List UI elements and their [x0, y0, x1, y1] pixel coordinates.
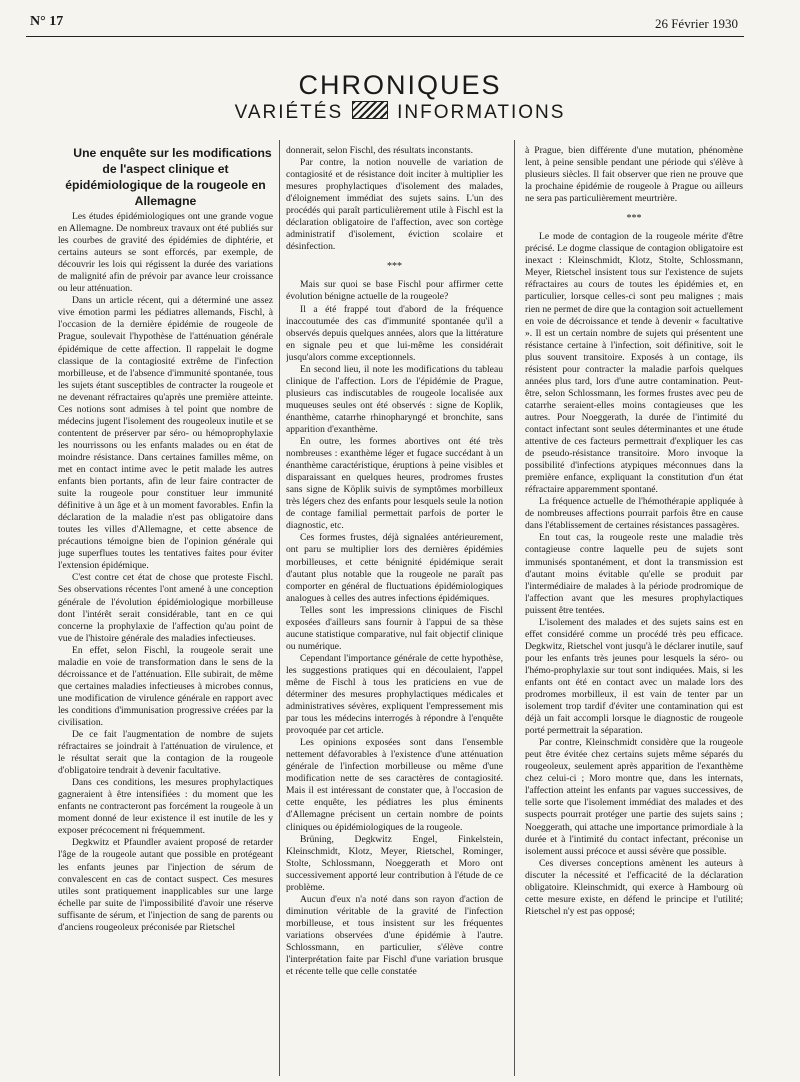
paragraph: C'est contre cet état de chose que proteste Fischl. Ses observations récentes l'ont amené à une conception générale de l'évolution épidémiologique morbilleuse dont l'intérêt serait considérable, tant en ce qui concerne la prophylaxie de l'affection qu'au point de vue de l'histoire générale des maladies infectieuses.	[58, 572, 273, 644]
paragraph: L'isolement des malades et des sujets sains est en effet considéré comme un procédé très peu efficace. Degkwitz, Rietschel vont jusqu'à le déclarer inutile, sauf pour les enfants très jeunes pour lesquels la séro- ou l'hémo-prophylaxie sur tout sont indiquées. Mais, si les enfants ont été en contact avec un malade lors des prodromes morbilleux, il est vain de tenter par un isolement trop tardif d'éviter une contamination qui est déjà un fait accompli lorsque le diagnostic de rougeole porté permettrait la séparation.	[525, 616, 743, 737]
column-2	[286, 145, 503, 1074]
paragraph: Ces diverses conceptions amènent les auteurs à discuter la nécessité et l'efficacité de la déclaration obligatoire. Kleinschmidt, qui exerce à Hambourg où cette mesure existe, en défend le principe et l'utilité; Rietschel n'y est pas opposé;	[525, 857, 743, 917]
paragraph: Il a été frappé tout d'abord de la fréquence inaccoutumée des cas d'immunité spontanée qu'il a observés depuis quelques années, alors que la littérature en signale peu et que lui-même les considérait jusqu'alors comme exceptionnels.	[286, 303, 503, 363]
paragraph: Mais sur quoi se base Fischl pour affirmer cette évolution bénigne actuelle de la rougeole?	[286, 279, 503, 303]
article-title: Une enquête sur les modifications de l'aspect clinique et épidémiologique de la rougeole en Allemagne	[65, 146, 272, 208]
paragraph: En effet, selon Fischl, la rougeole serait une maladie en voie de transformation dans le sens de la décroissance et de l'atténuation. Elle subirait, de même que certaines maladies infectieuses à microbes connus, une modification de virulence générale en rapport avec les conditions d'immunisation progressive créées par la civilisation.	[58, 644, 273, 728]
masthead-subtitle	[0, 101, 800, 124]
issue-date: 26 Février 1930	[654, 16, 738, 31]
column-3	[525, 145, 743, 1074]
paragraph: La fréquence actuelle de l'hémothérapie appliquée à de nombreuses affections pourrait parfois être en cause dans l'établissement de certaines résistances passagères.	[525, 496, 743, 532]
section-separator: ***	[387, 261, 402, 273]
column-1	[58, 145, 273, 1074]
paragraph: Brüning, Degkwitz Engel, Finkelstein, Kleinschmidt, Klotz, Meyer, Rietschel, Rominger, Stolte, Schlossmann, Noeggerath et Moro ont successivement apporté leur contribution à l'étude de ce problème.	[286, 833, 503, 893]
section-separator: ***	[626, 213, 642, 225]
paragraph: Ces formes frustes, déjà signalées antérieurement, ont paru se multiplier lors des dernières épidémies morbilleuses, et cette bénignité épidémique serait d'autant plus notable que la rougeole ne paraît pas comporter en général de fluctuations épidémiologiques analogues à celles des autres infections épidémiques.	[286, 532, 503, 604]
paragraph: Dans un article récent, qui a déterminé une assez vive émotion parmi les pédiatres allemands, Fischl, à l'occasion de la dernière épidémie de rougeole de Prague, soulevait l'hypothèse de l'atténuation générale épidémique de cette affection. Il rappelait le dogme classique de la contagiosité extrême de l'infection morbilleuse, et de l'absence d'immunité spontanée, tous les sujets étant susceptibles de contracter la rougeole et ne devenant réfractaires qu'après une première atteinte. Ces notions sont admises à tel point que nombre de médecins jugent l'isolement des rougeoleux inutile et se contentent de préserver par séro- ou hémoprophylaxie les nourrissons ou les enfants malades ou en état de moindre résistance. Dans certaines familles même, on met en contact intime avec le petit malade les autres enfants bien portants, afin de leur faire contracter de suite la rougeole pour constituer leur immunité définitive à un âge et à un moment favorables. Enfin la déclaration de la maladie n'est pas obligatoire dans toutes les villes d'Allemagne, et cette absence de précautions témoigne bien de l'opinion générale qui juge superflues toutes les tentatives faites pour éviter l'extension épidémique.	[58, 295, 273, 572]
paragraph: Telles sont les impressions cliniques de Fischl exposées d'ailleurs sans fournir à l'appui de sa thèse aucune statistique comparative, nul fait objectif clinique ou numérique.	[286, 604, 503, 652]
header-rule	[26, 36, 744, 37]
masthead-informations: INFORMATIONS	[397, 102, 566, 123]
column-divider	[279, 140, 280, 1076]
masthead-varietes: VARIÉTÉS	[234, 102, 344, 123]
issue-number: N° 17	[30, 14, 64, 29]
paragraph: En outre, les formes abortives ont été très nombreuses : exanthème léger et fugace succédant à un énanthème caractéristique, éruptions à peine visibles et disparaissant en quelques heures, prodromes frustes sans signe de Köplik suivis de symptômes morbilleux très légers chez des enfants pour lesquels seule la notion de contage familial permettait parfois de porter le diagnostic, etc.	[286, 436, 503, 532]
paragraph: à Prague, bien différente d'une mutation, phénomène lent, à peine sensible pendant une période qui s'élève à plusieurs siècles. Il fait observer que rien ne prouve que la prochaine épidémie de rougeole à Prague ou ailleurs ne sera pas particulièrement meurtrière.	[525, 145, 743, 205]
paragraph: De ce fait l'augmentation de nombre de sujets réfractaires se joindrait à l'atténuation de virulence, et le résultat serait que la contagion de la rougeole d'obligatoire tendrait à devenir facultative.	[58, 729, 273, 777]
paragraph: En second lieu, il note les modifications du tableau clinique de l'affection. Lors de l'épidémie de Prague, plusieurs cas indiscutables de rougeole localisée aux muqueuses seules ont été observés : signe de Koplik, énanthème, catarrhe rhinopharyngé et bronchite, sans apparition d'exanthème.	[286, 363, 503, 435]
paragraph: En tout cas, la rougeole reste une maladie très contagieuse contre laquelle peu de sujets sont immunisés spontanément, et dont la transmission est d'autant moins évitable qu'elle se produit par l'intermédiaire de malades à la période prodromique de l'affection avant que les mesures prophylactiques puissent être tentées.	[525, 532, 743, 616]
ornament-icon	[352, 101, 388, 119]
paragraph: Le mode de contagion de la rougeole mérite d'être précisé. Le dogme classique de contagion obligatoire est inexact : Kleinschmidt, Klotz, Stolte, Schlossmann, Meyer, Rietschel insistent tous sur l'existence de sujets réfractaires au cours de toutes les épidémies et, en particulier, lorsque celles-ci sont peu malignes ; mais rien ne permet de dire que la contagion soit actuellement en voie de décroissance et tende à devenir « facultative ». Il est un certain nombre de sujets qui présentent une résistance certaine à l'infection, soit définitive, soit le plus souvent transitoire. Exposés à un contage, ils résistent pour contracter la maladie parfois quelques années plus tard, lors d'une autre contamination. Peut-être, selon Schlossmann, les formes frustes avec peu de catarrhe seraient-elles moins contagieuses que les autres. Pour Noeggerath, la durée de l'intimité du contact infectant sont seules déterminantes et une étude attentive de ces facteurs permettrait d'expliquer les cas de pseudo-résistance transitoire. Moro invoque la possibilité d'infections atypiques méconnues dans la première enfance, expliquant la constitution d'un état réfractaire apparemment spontané.	[525, 231, 743, 496]
paragraph: Par contre, la notion nouvelle de variation de contagiosité et de résistance doit inciter à multiplier les mesures prophylactiques d'isolement des malades, d'éloignement immédiat des sujets sains. L'un des procédés qui paraît particulièrement utile à Fischl est la déclaration obligatoire de l'affection, avec son cortège administratif d'isolement, éviction scolaire et désinfection.	[286, 157, 503, 253]
paragraph: Aucun d'eux n'a noté dans son rayon d'action de diminution véritable de la gravité de l'infection morbilleuse, et tous insistent sur les fréquentes variations observées d'une épidémie à l'autre. Schlossmann, en particulier, s'élève contre l'interprétation faite par Fischl d'une variation brusque et récente telle que celle constatée	[286, 893, 503, 978]
paragraph: donnerait, selon Fischl, des résultats inconstants.	[286, 145, 474, 156]
masthead-chroniques: CHRONIQUES	[298, 70, 502, 100]
paragraph: Les opinions exposées sont dans l'ensemble nettement défavorables à l'existence d'une atténuation générale de l'infection morbilleuse ou même d'une modification nette de ses caractères de contagiosité. Mais il est intéressant de constater que, à l'occasion de cette enquête, les pédiatres les plus éminents d'Allemagne précisent un certain nombre de points cliniques ou épidémiologiques de la rougeole.	[286, 737, 503, 833]
paragraph: Les études épidémiologiques ont une grande vogue en Allemagne. De nombreux travaux ont été publiés sur les courbes de gravité des épidémies de diphtérie, et certains auteurs se sont efforcés, par exemple, de découvrir les lois qui régissent la durée des variations de malignité afin de prévoir par avance leur croissance ou leur atténuation.	[58, 211, 273, 295]
paragraph: Dans ces conditions, les mesures prophylactiques gagneraient à être intensifiées : du moment que les enfants ne contracteront pas forcément la rougeole à un moment donné de leur existence il est inutile de les y exposer précocement ni fréquemment.	[58, 777, 273, 837]
column-divider	[514, 140, 515, 1076]
paragraph: Degkwitz et Pfaundler avaient proposé de retarder l'âge de la rougeole autant que possible en protégeant les enfants jeunes par l'injection de sérum de convalescent en cas de contact suspect. Ces mesures utiles sont pratiquement inapplicables sur une large échelle par suite de l'impossibilité d'avoir une réserve suffisante de sérum, et l'injection de sang de parents ou d'anciens rougeoleux préconisée par Rietschel	[58, 837, 273, 933]
paragraph: Cependant l'importance générale de cette hypothèse, les suggestions pratiques qui en découlaient, l'appel même de Fischl à tous les praticiens en vue de déterminer des mesures prophylactiques médicales et administratives sévères, expliquent l'empressement mis par tous les médecins interrogés à répondre à l'enquête provoquée par cet article.	[286, 652, 503, 737]
paragraph: Par contre, Kleinschmidt considère que la rougeole peut être évitée chez certains sujets même séparés du rougeoleux, seulement après apparition de l'exanthème chez celui-ci ; Moro montre que, dans les internats, l'affection atteint les enfants par vagues successives, de telle sorte que l'isolement immédiat des malades et des suspects pourrait protéger une partie des sujets sains ; Noeggerath, qui attache une importance primordiale à la durée et à l'intimité du contact infectant, préconise un isolement aussi précoce et aussi sévère que possible.	[525, 737, 743, 857]
